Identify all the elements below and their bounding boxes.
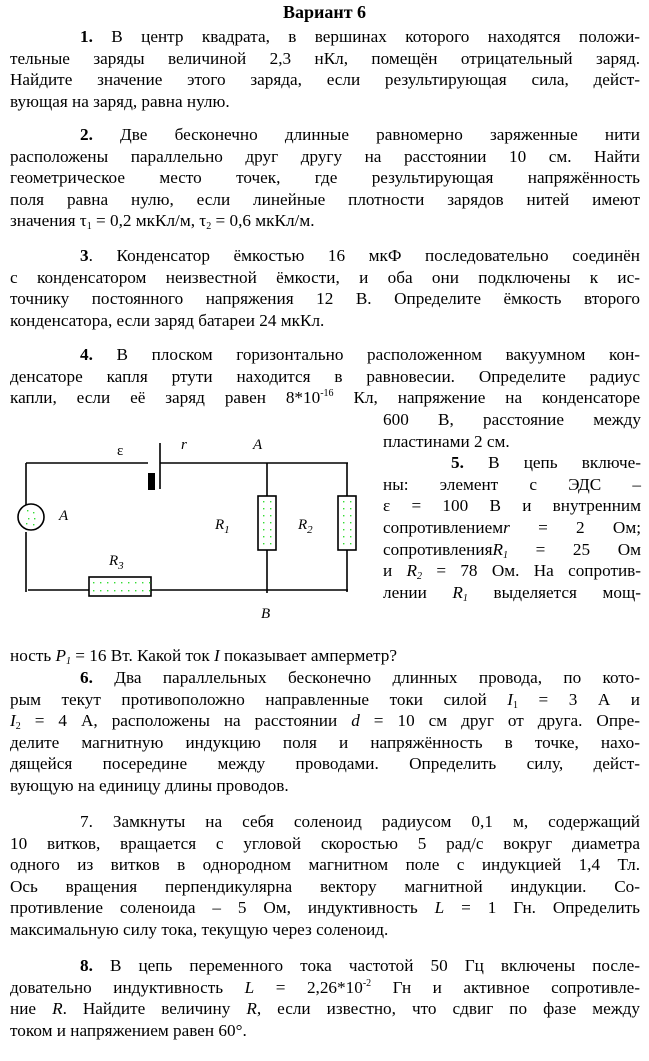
fill-dot (350, 515, 351, 516)
fill-dot (128, 582, 129, 583)
fill-dot (34, 518, 35, 519)
fill-dot (128, 590, 129, 591)
problem-8: 8. В цепь переменного тока частотой 50 Гц включены после- довательно индуктивность $L = 2,26*10^{-2}$ Гн и активное сопротивле- ние R. Найдите величину R, если известно, что сдвиг по фазе между током и напряжением равен 60°. (10, 956, 641, 1040)
problem-4: 4. В плоском горизонтально расположенном вакуумном кон- денсаторе капля ртути находится в равновесии. Определите радиус капли, если её заряд равен $8*10^{-16}$ Кл, напряжение на конденсаторе (10, 345, 640, 408)
fill-dot (270, 508, 271, 509)
resistor-r1 (258, 496, 276, 550)
fill-dot (121, 590, 122, 591)
ammeter-icon (18, 504, 44, 530)
fill-dot (263, 501, 264, 502)
fill-dot (343, 501, 344, 502)
problem-number: 8. (80, 956, 93, 975)
fill-dot (142, 582, 143, 583)
fill-dot (263, 522, 264, 523)
fill-dot (263, 543, 264, 544)
resistor-r3 (89, 577, 151, 596)
fill-dot (343, 522, 344, 523)
fill-dot (107, 590, 108, 591)
node-b-label: B (261, 606, 271, 622)
fill-dot (135, 590, 136, 591)
fill-dot (270, 501, 271, 502)
problem-5-end: ность $P_1 = 16$ Вт. Какой ток I показывает амперметр? (10, 646, 397, 667)
fill-dot (100, 582, 101, 583)
fill-dot (149, 590, 150, 591)
fill-dot (263, 529, 264, 530)
fill-dot (263, 536, 264, 537)
fill-dot (263, 515, 264, 516)
problem-number: 1. (80, 27, 93, 46)
fill-dot (27, 510, 28, 511)
fill-dot (343, 529, 344, 530)
r3-label: $R_3$ (109, 553, 124, 572)
fill-dot (135, 582, 136, 583)
problem-number: 6. (80, 668, 93, 687)
fill-dot (114, 582, 115, 583)
fill-dot (33, 524, 34, 525)
node-a-label: A (253, 437, 263, 453)
fill-dot (350, 501, 351, 502)
fill-dot (263, 508, 264, 509)
r2-label: $R_2$ (298, 517, 313, 536)
fill-dot (343, 536, 344, 537)
problem-number: 4. (80, 345, 93, 364)
circuit-diagram (0, 430, 380, 630)
fill-dot (100, 590, 101, 591)
problem-1: 1. В центр квадрата, в вершинах которого находятся положи- тельные заряды величиной 2,3 нКл, помещён отрицательный заряд. Найдите значение этого заряда, если результирующая сила, дейст- вующая на заряд, равна нулю. (10, 27, 640, 111)
fill-dot (270, 536, 271, 537)
fill-dot (350, 536, 351, 537)
problem-number: 7. (80, 812, 93, 831)
problem-number: 3 (80, 246, 89, 265)
r1-label: $R_1$ (215, 517, 230, 536)
fill-dot (142, 590, 143, 591)
fill-dot (270, 529, 271, 530)
battery-negative-plate (148, 473, 155, 490)
problem-number: 5. (451, 453, 464, 473)
fill-dot (350, 508, 351, 509)
fill-dot (149, 582, 150, 583)
ammeter-label: A (59, 508, 69, 524)
fill-dot (121, 582, 122, 583)
fill-dot (28, 518, 29, 519)
problem-number: 2. (80, 125, 93, 144)
fill-dot (114, 590, 115, 591)
page-title: Вариант 6 (282, 2, 367, 22)
resistor-r2 (338, 496, 356, 550)
fill-dot (350, 543, 351, 544)
fill-dot (270, 515, 271, 516)
fill-dot (350, 529, 351, 530)
fill-dot (93, 582, 94, 583)
fill-dot (93, 590, 94, 591)
problem-2: 2. Две бесконечно длинные равномерно заряженные нити расположены параллельно друг другу на расстоянии 10 см. Найти геометрическое место точек, где результирующая напряжённость поля равна нулю, если линейные плотности зарядов нитей имеют значения $\tau_1 = 0,2$ мкКл/м, $\tau_2 = 0,6$ мкКл/м. (10, 125, 640, 233)
fill-dot (350, 522, 351, 523)
internal-resistance-label: r (181, 437, 187, 453)
fill-dot (107, 582, 108, 583)
emf-label: ε (117, 443, 124, 459)
problem-7: 7. Замкнуты на себя соленоид радиусом 0,1 м, содержащий 10 витков, вращается с угловой скоростью 5 рад/с вокруг диаметра одного из витков в однородном магнитном поле с индукцией 1,4 Тл. Ось вращения перпендикулярна вектору магнитной индукции. Со- противление соленоида – 5 Ом, индуктивность L = 1 Гн. Определить максимальную силу тока, текущую через соленоид. (10, 812, 640, 939)
fill-dot (33, 512, 34, 513)
fill-dot (26, 523, 27, 524)
problem-6: 6. Два параллельных бесконечно длинных провода, по кото- рым текут противоположно направленные токи силой $I_1 = 3$ А и $I_2 = 4$ А, расположены на расстоянии d = 10 см друг от друга. Опре- делите магнитную индукцию поля и напряжённость в точке, нахо- дящейся посередине между проводами. Определить силу, дейст- вующую на единицу длины проводов. (10, 668, 640, 795)
fill-dot (343, 515, 344, 516)
side-text: 600 В, расстояние между пластинами 2 см. 5. В цепь включе- ны: элемент с ЭДС – ε = 100 В и внутренним сопротивлениемr = 2 Ом; сопротивленияR$_1$ = 25 Ом и $R_2 = 78$ Ом. На сопротив- лении $R_1$ выделяется мощ- (383, 410, 642, 604)
fill-dot (270, 522, 271, 523)
fill-dot (343, 543, 344, 544)
fill-dot (270, 543, 271, 544)
fill-dot (343, 508, 344, 509)
problem-3: 3. Конденсатор ёмкостью 16 мкФ последовательно соединён с конденсатором неизвестной ёмкости, и оба они подключены к ис- точнику постоянного напряжения 12 В. Определите ёмкость второго конденсатора, если заряд батареи 24 мкКл. (10, 246, 640, 330)
